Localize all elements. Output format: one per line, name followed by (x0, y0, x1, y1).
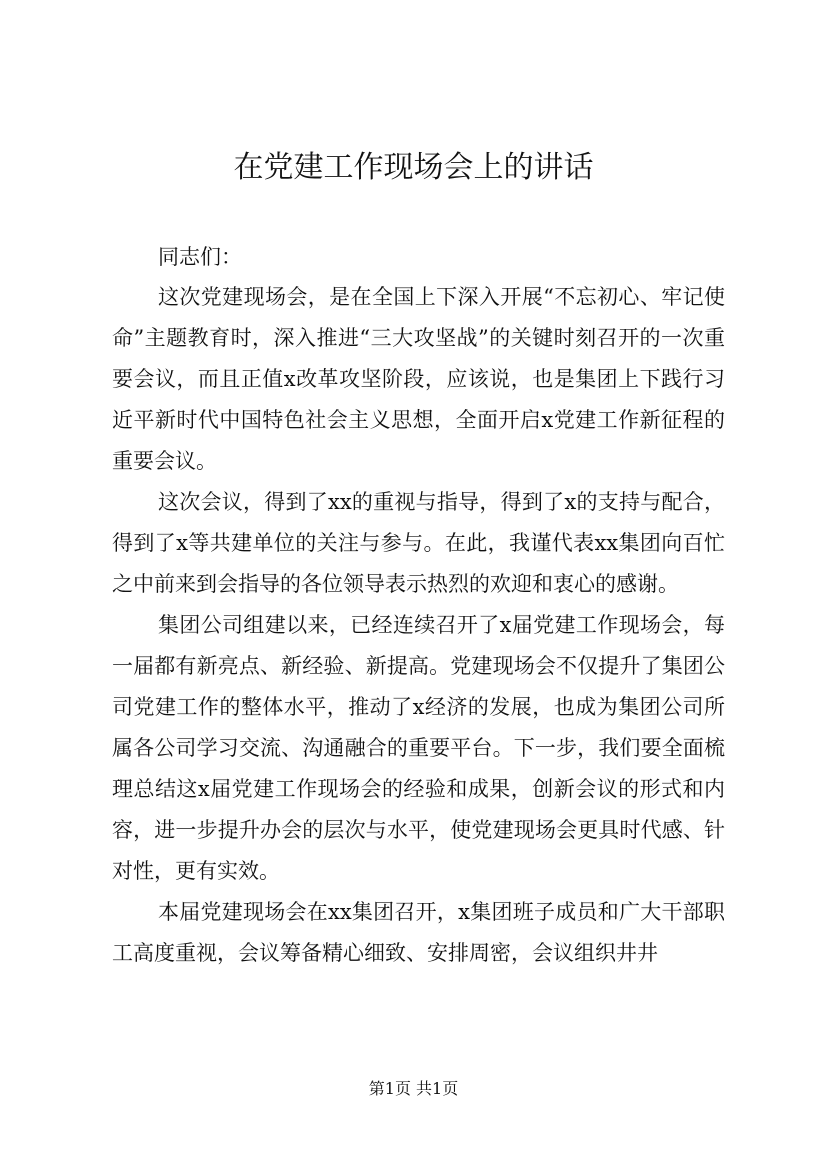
paragraph-1: 这次党建现场会，是在全国上下深入开展“不忘初心、牢记使命”主题教育时，深入推进“三大攻坚战”的关键时刻召开的一次重要会议，而且正值x改革攻坚阶段，应该说，也是集团上下践行习近平新时代中国特色社会主义思想，全面开启x党建工作新征程的重要会议。 (112, 285, 725, 473)
paragraph-2: 这次会议，得到了xx的重视与指导，得到了x的支持与配合，得到了x等共建单位的关注与参与。在此，我谨代表xx集团向百忙之中前来到会指导的各位领导表示热烈的欢迎和衷心的感谢。 (112, 490, 725, 596)
document-body (112, 237, 725, 974)
document-title: 在党建工作现场会上的讲话 (233, 150, 594, 185)
salutation: 同志们： (158, 245, 242, 269)
page-footer: 第1页 共1页 (368, 1079, 459, 1098)
paragraph-3: 集团公司组建以来，已经连续召开了x届党建工作现场会，每一届都有新亮点、新经验、新提高。党建现场会不仅提升了集团公司党建工作的整体水平，推动了x经济的发展，也成为集团公司所属各公司学习交流、沟通融合的重要平台。下一步，我们要全面梳理总结这x届党建工作现场会的经验和成果，创新会议的形式和内容，进一步提升办会的层次与水平，使党建现场会更具时代感、针对性，更有实效。 (112, 613, 725, 883)
paragraph-4: 本届党建现场会在xx集团召开，x集团班子成员和广大干部职工高度重视，会议筹备精心细致、安排周密，会议组织井井 (112, 900, 725, 965)
